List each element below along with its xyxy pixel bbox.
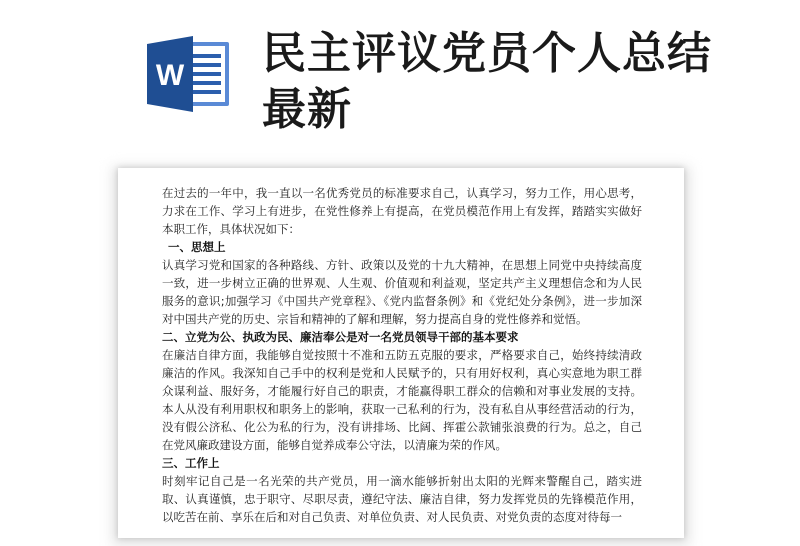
- body-paragraph: 认真学习党和国家的各种路线、方针、政策以及党的十九大精神，在思想上同党中央持续高度一致，进一步树立正确的世界观、人生观、价值观和利益观，坚定共产主义理想信念和为人民服务的意识;加强学习《中国共产党章程》、《党内监督条例》和《党纪处分条例》，进一步加深对中国共产党的历史、宗旨和精神的了解和理解，努力提高自身的党性修养和觉悟。: [162, 258, 642, 326]
- word-document-icon: [145, 34, 233, 114]
- section-heading: 二、立党为公、执政为民、廉洁奉公是对一名党员领导干部的基本要求: [162, 330, 519, 344]
- document-title: 民主评议党员个人总结最新: [262, 28, 712, 135]
- body-paragraph: 时刻牢记自己是一名光荣的共产党员，用一滴水能够折射出太阳的光辉来警醒自己，踏实进取、认真谨慎，忠于职守、尽职尽责，遵纪守法、廉洁自律，努力发挥党员的先锋模范作用，以吃苦在前、享乐在后和对自己负责、对单位负责、对人民负责、对党负责的态度对待每一: [162, 474, 642, 524]
- body-paragraph: 在廉洁自律方面，我能够自觉按照十不准和五防五克服的要求，严格要求自己，始终持续清政廉洁的作风。我深知自己手中的权利是党和人民赋予的，只有用好权利，真心实意地为职工群众谋利益、服好务，才能履行好自己的职责，才能赢得职工群众的信赖和对事业发展的支持。本人从没有利用职权和职务上的影响，获取一己私利的行为，没有私自从事经营活动的行为，没有假公济私、化公为私的行为，没有讲排场、比阔、挥霍公款铺张浪费的行为。总之，自己在党风廉政建设方面，能够自觉养成奉公守法，以清廉为荣的作风。: [162, 348, 642, 452]
- svg-text:W: W: [155, 59, 185, 92]
- section-heading: 一、思想上: [168, 240, 226, 254]
- body-paragraph: 在过去的一年中，我一直以一名优秀党员的标准要求自己，认真学习，努力工作，用心思考，力求在工作、学习上有进步，在党性修养上有提高，在党员模范作用上有发挥，踏踏实实做好本职工作，具体状况如下：: [162, 186, 642, 236]
- section-heading: 三、工作上: [162, 456, 220, 470]
- document-body: [162, 184, 642, 526]
- document-page: [118, 168, 684, 538]
